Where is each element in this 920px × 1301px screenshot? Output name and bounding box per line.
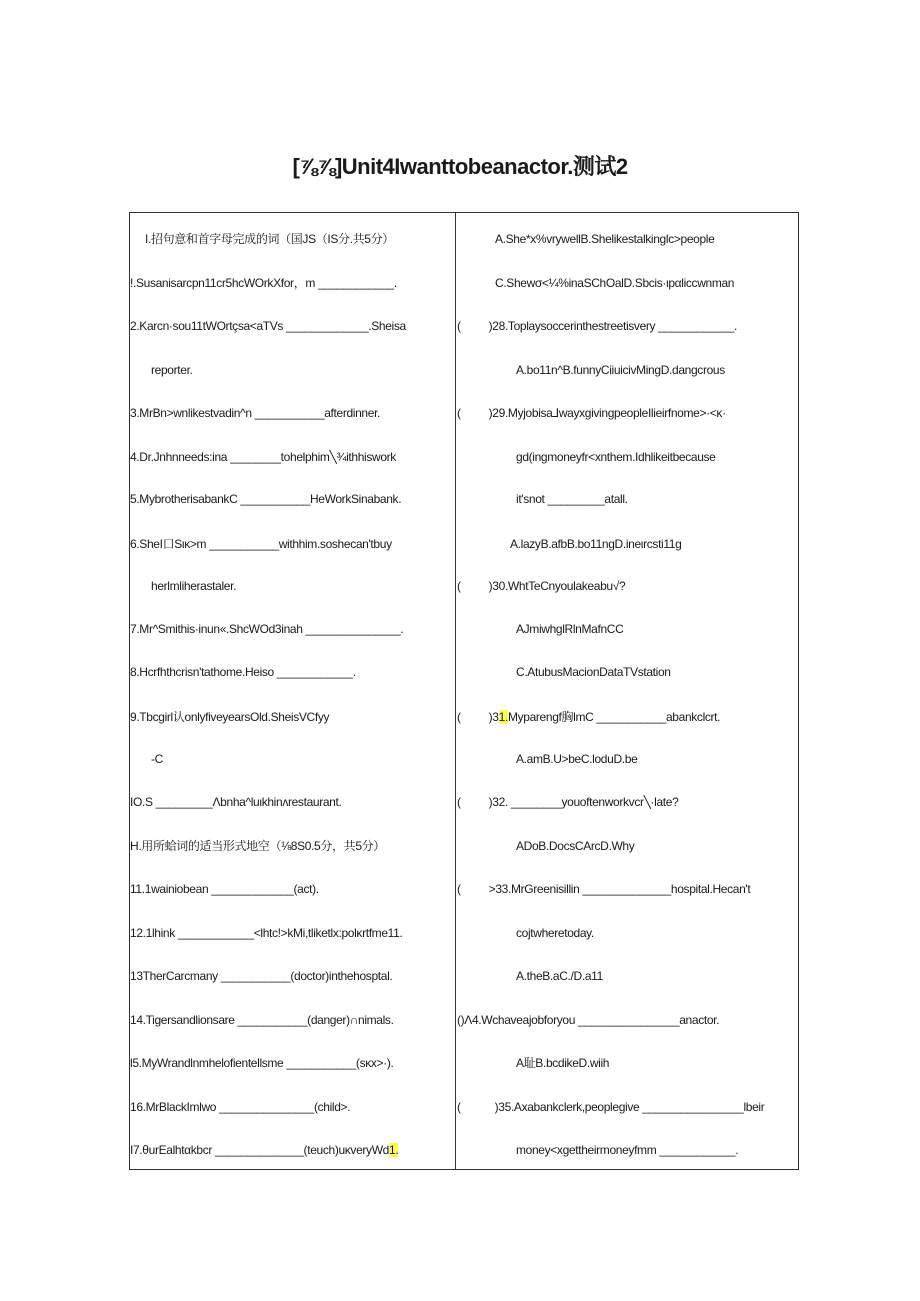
question-33-text: >33.MrGreenisillin ______________hospital.Hecan't <box>488 882 751 896</box>
highlight-mark: 1. <box>389 1143 399 1157</box>
question-33-continued: cojtwheretoday. <box>516 926 594 940</box>
question-9: 9.Tbcgirl认onlyfiveyearsOld.SheisVCfyy <box>130 710 330 724</box>
q33-options: A.theB.aC./D.a11 <box>516 969 603 983</box>
question-9-continued: -C <box>151 752 163 766</box>
question-28-text: )28.Toplaysoccerinthestreetisvery ____________. <box>488 319 738 333</box>
question-4: 4.Dr.Jnhnneeds:ina ________tohelphim╲¾ithhiswork <box>130 450 396 464</box>
question-29-continued: gd(ingmoneyfr<xnthem.Idhlikeitbecause <box>516 450 716 464</box>
section-1-header: I.招句意和首字母完成的词（国JS（IS分.共5分） <box>145 232 394 246</box>
question-17 <box>130 1142 398 1158</box>
answer-bracket: ( <box>457 795 461 809</box>
question-30 <box>457 578 625 594</box>
answer-bracket: ( <box>457 319 461 333</box>
question-28 <box>457 318 737 334</box>
question-2-continued: reporter. <box>151 363 193 377</box>
answer-bracket: ( <box>457 406 461 420</box>
question-11: 11.1wainiobean _____________(act). <box>130 882 319 896</box>
question-35-continued: money<xgettheirmoneyfmm ____________. <box>516 1143 739 1157</box>
section-2-header: H.用所蛤词的适当形式地空（⅛8S0.5分，共5分） <box>130 839 385 853</box>
answer-bracket: ( <box>457 579 461 593</box>
q34-options: A耻B.bcdikeD.wiih <box>516 1056 610 1070</box>
question-31 <box>457 709 720 725</box>
question-8: 8.Hcrfhthcrisn'tathome.Heiso ____________. <box>130 665 356 679</box>
column-divider <box>455 212 456 1170</box>
question-2: 2.Karcn·sou11tWOrtçsa<aTVs _____________.Sheisa <box>130 319 406 333</box>
q32-options: ADoB.DocsCArcD.Why <box>516 839 635 853</box>
question-12: 12.1lhink ____________<lhtc!>kMi,tliketlx:polκrtfme11. <box>130 926 403 940</box>
question-5: 5.MybrotherisabankC ___________HeWorkSinabank. <box>130 492 402 506</box>
q27-options-cd: C.Shewσ<¼%inaSChOalD.Sbcis·ιpαlicсwnman <box>495 276 735 290</box>
question-35 <box>457 1099 764 1115</box>
question-32 <box>457 794 678 810</box>
answer-bracket: ( <box>457 1100 461 1114</box>
answer-bracket: ( <box>457 882 461 896</box>
q29-options: A.lazyB.afbB.bo11ngD.ineιrcsti11g <box>510 537 682 551</box>
question-31-number: )3 <box>488 710 499 724</box>
question-14: 14.Tigersandlionsare ___________(danger)∩nimals. <box>130 1013 394 1027</box>
question-35-text: )35.Axabankclerk,peoplegive ________________lbeir <box>494 1100 765 1114</box>
q30-options-ab: AJmiwhglRlnMafnCC <box>516 622 624 636</box>
answer-bracket: ( <box>457 710 461 724</box>
question-7: 7.Mr^Smithis·inun«.ShcWOd3inah _______________. <box>130 622 404 636</box>
question-10: IO.S _________Λbnha^luιkhinʌrestaurant. <box>130 795 342 809</box>
question-16: 16.MrBlackImlwo _______________(child>. <box>130 1100 351 1114</box>
page-title: [⅞⅞]Unit4Iwanttobeanactor.测试2 <box>292 154 628 179</box>
question-33 <box>457 881 750 897</box>
question-13: 13TherCarcmany ___________(doctor)inthehosptal. <box>130 969 393 983</box>
question-30-text: )30.WhtTeCnyoulakeabu√? <box>488 579 626 593</box>
question-6: 6.SheI口Sικ>m ___________withhim.soshecan'tbuy <box>130 537 392 551</box>
q31-options: A.amB.U>beC.loduD.be <box>516 752 638 766</box>
question-29-continued-2: it'snot _________atall. <box>516 492 628 506</box>
question-32-text: )32. ________youoftenworkvcr╲·late? <box>488 795 679 809</box>
question-34: ()Λ4.Wchaveajobforyou ________________anactor. <box>457 1013 720 1027</box>
question-29 <box>457 405 726 421</box>
question-31-text: Myparengf胸lmC ___________abankclcrt. <box>507 710 721 724</box>
question-17-text: I7.θurEalhtαkbcr ______________(teuch)uκveryWd <box>130 1143 390 1157</box>
question-1: !.Susanisarcpn11cr5hcWOrkXfor，m ____________. <box>130 276 397 290</box>
highlight-mark: 1. <box>498 710 508 724</box>
question-3: 3.MrBn>wnlikestvadin^n ___________afterdinner. <box>130 406 381 420</box>
question-29-text: )29.Myjobisa⅃wayxgivingpeopleIlieirfnome>·<κ· <box>488 406 726 420</box>
q27-options-ab: A.She*x%vrywellB.Shelikestalkinglc>people <box>495 232 715 246</box>
q30-options-cd: C.AtubusMacionDataTVstation <box>516 665 671 679</box>
question-6-continued: herlmliherastaler. <box>151 579 237 593</box>
question-15: l5.MyWrandlnmhelofientellsme ___________(sκx>·). <box>130 1056 394 1070</box>
q28-options: A.bo11n^B.funnyCiiuicivMingD.dangcrous <box>516 363 725 377</box>
